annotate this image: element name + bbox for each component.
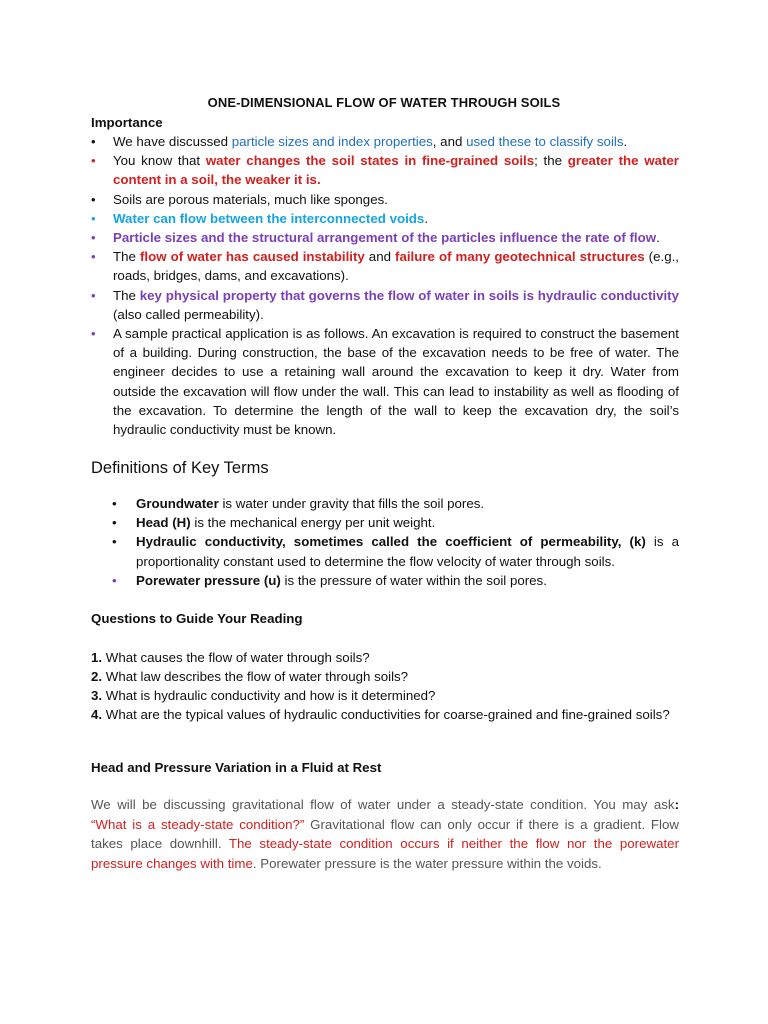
list-item bbox=[91, 286, 679, 324]
definition-text: is the pressure of water within the soil pores. bbox=[280, 572, 547, 588]
definition-text: is the mechanical energy per unit weight. bbox=[190, 515, 436, 531]
term-label: Head (H) bbox=[136, 515, 191, 531]
bullet-icon: • bbox=[91, 134, 96, 149]
bullet-text: . bbox=[623, 134, 628, 149]
term-label: Porewater pressure (u) bbox=[136, 572, 281, 588]
bullet-text: ; the bbox=[534, 153, 568, 169]
paragraph-text: We will be discussing gravitational flow of water under a steady-state condition. You may ask bbox=[91, 797, 675, 812]
highlight-text: Water can flow between the interconnected voids bbox=[113, 210, 425, 226]
bullet-text: . bbox=[424, 210, 429, 226]
highlight-text: flow of water has caused instability bbox=[139, 249, 365, 265]
bullet-icon: • bbox=[112, 572, 117, 588]
list-item bbox=[91, 209, 679, 228]
list-item bbox=[91, 228, 679, 247]
document-title: ONE-DIMENSIONAL FLOW OF WATER THROUGH SOILS bbox=[207, 95, 561, 110]
question-item bbox=[91, 667, 679, 686]
questions-heading: Questions to Guide Your Reading bbox=[91, 611, 303, 626]
bullet-text: . bbox=[656, 230, 660, 246]
bullet-icon: • bbox=[91, 210, 96, 226]
bullet-text: The bbox=[113, 249, 140, 265]
bullet-text: (also called permeability). bbox=[113, 306, 264, 322]
list-item bbox=[91, 190, 679, 209]
bullet-text: The bbox=[113, 287, 140, 303]
question-text: What are the typical values of hydraulic conductivities for coarse-grained and fine-grained soils? bbox=[102, 707, 670, 722]
bullet-icon: • bbox=[91, 287, 96, 303]
question-text: What law describes the flow of water through soils? bbox=[102, 669, 409, 684]
highlight-text: particle sizes and index properties bbox=[231, 134, 433, 149]
bullet-text: We have discussed bbox=[113, 134, 232, 149]
highlight-text: water changes the soil states in fine-grained soils bbox=[205, 153, 535, 169]
term-label: Groundwater bbox=[136, 496, 219, 511]
paragraph-text: : bbox=[674, 797, 679, 812]
list-item bbox=[91, 151, 679, 189]
paragraph-text: Gravitational flow can only occur if there is a gradient. Flow takes place downhill. bbox=[91, 816, 679, 852]
bullet-icon: • bbox=[112, 534, 117, 550]
paragraph-text: . Porewater pressure is the water pressure within the voids. bbox=[252, 855, 602, 871]
bullet-icon: • bbox=[112, 515, 117, 531]
definition-text: is water under gravity that fills the soil pores. bbox=[218, 496, 485, 511]
bullet-text: You know that bbox=[113, 153, 206, 169]
question-number: 2. bbox=[91, 669, 103, 684]
bullet-icon: • bbox=[91, 153, 96, 169]
definitions-list bbox=[112, 494, 679, 590]
definition-text: is a proportionality constant used to determine the flow velocity of water through soils. bbox=[136, 534, 679, 569]
question-number: 3. bbox=[91, 688, 103, 703]
list-item bbox=[112, 513, 679, 532]
question-item bbox=[91, 686, 679, 705]
highlight-text: failure of many geotechnical structures bbox=[395, 249, 645, 265]
bullet-icon: • bbox=[91, 249, 96, 265]
highlight-text: key physical property that governs the flow of water in soils is hydraulic conductivity bbox=[139, 287, 679, 303]
term-label: Hydraulic conductivity, sometimes called the coefficient of permeability, (k) bbox=[136, 534, 646, 550]
question-number: 4. bbox=[91, 707, 103, 722]
list-item bbox=[91, 132, 679, 151]
importance-list bbox=[91, 132, 679, 439]
bullet-text: Soils are porous materials, much like sponges. bbox=[113, 191, 388, 207]
head-pressure-heading: Head and Pressure Variation in a Fluid at Rest bbox=[91, 760, 382, 775]
bullet-icon: • bbox=[112, 496, 117, 511]
list-item bbox=[91, 247, 679, 285]
bullet-text: A sample practical application is as follows. An excavation is required to construct the basement of a building. During construction, the base of the excavation needs to be free of water. The engineer decides to use a retaining wall around the excavation to keep it dry. Water from outside the excavation will flow under the wall. This can lead to instability as well as flooding of the excavation. To determine the length of the wall to keep the excavation dry, the soil’s hydraulic conductivity must be known. bbox=[113, 326, 679, 438]
list-item bbox=[112, 494, 679, 513]
bullet-icon: • bbox=[91, 326, 96, 342]
bullet-text: and bbox=[364, 249, 396, 265]
list-item bbox=[112, 532, 679, 570]
highlight-text: Particle sizes and the structural arrangement of the particles influence the rate of flow bbox=[113, 230, 657, 246]
question-item bbox=[91, 705, 679, 724]
bullet-icon: • bbox=[91, 191, 96, 207]
question-text: What causes the flow of water through soils? bbox=[102, 650, 370, 665]
bullet-text: , and bbox=[432, 134, 467, 149]
list-item bbox=[91, 324, 679, 439]
question-number: 1. bbox=[91, 650, 103, 665]
list-item bbox=[112, 571, 679, 590]
bullet-text: (e.g., roads, bridges, dams, and excavations). bbox=[113, 249, 679, 284]
question-item bbox=[91, 648, 679, 667]
definitions-heading: Definitions of Key Terms bbox=[91, 459, 269, 477]
highlight-text: greater the water content in a soil, the weaker it is. bbox=[113, 153, 679, 188]
bullet-icon: • bbox=[91, 230, 96, 246]
importance-heading: Importance bbox=[91, 115, 163, 130]
highlight-text: The steady-state condition occurs if neither the flow nor the porewater pressure changes with time bbox=[91, 836, 679, 871]
head-pressure-paragraph bbox=[91, 795, 679, 873]
highlight-text: used these to classify soils bbox=[466, 134, 624, 149]
highlight-text: “What is a steady-state condition?” bbox=[91, 816, 305, 832]
question-text: What is hydraulic conductivity and how is it determined? bbox=[102, 688, 436, 703]
